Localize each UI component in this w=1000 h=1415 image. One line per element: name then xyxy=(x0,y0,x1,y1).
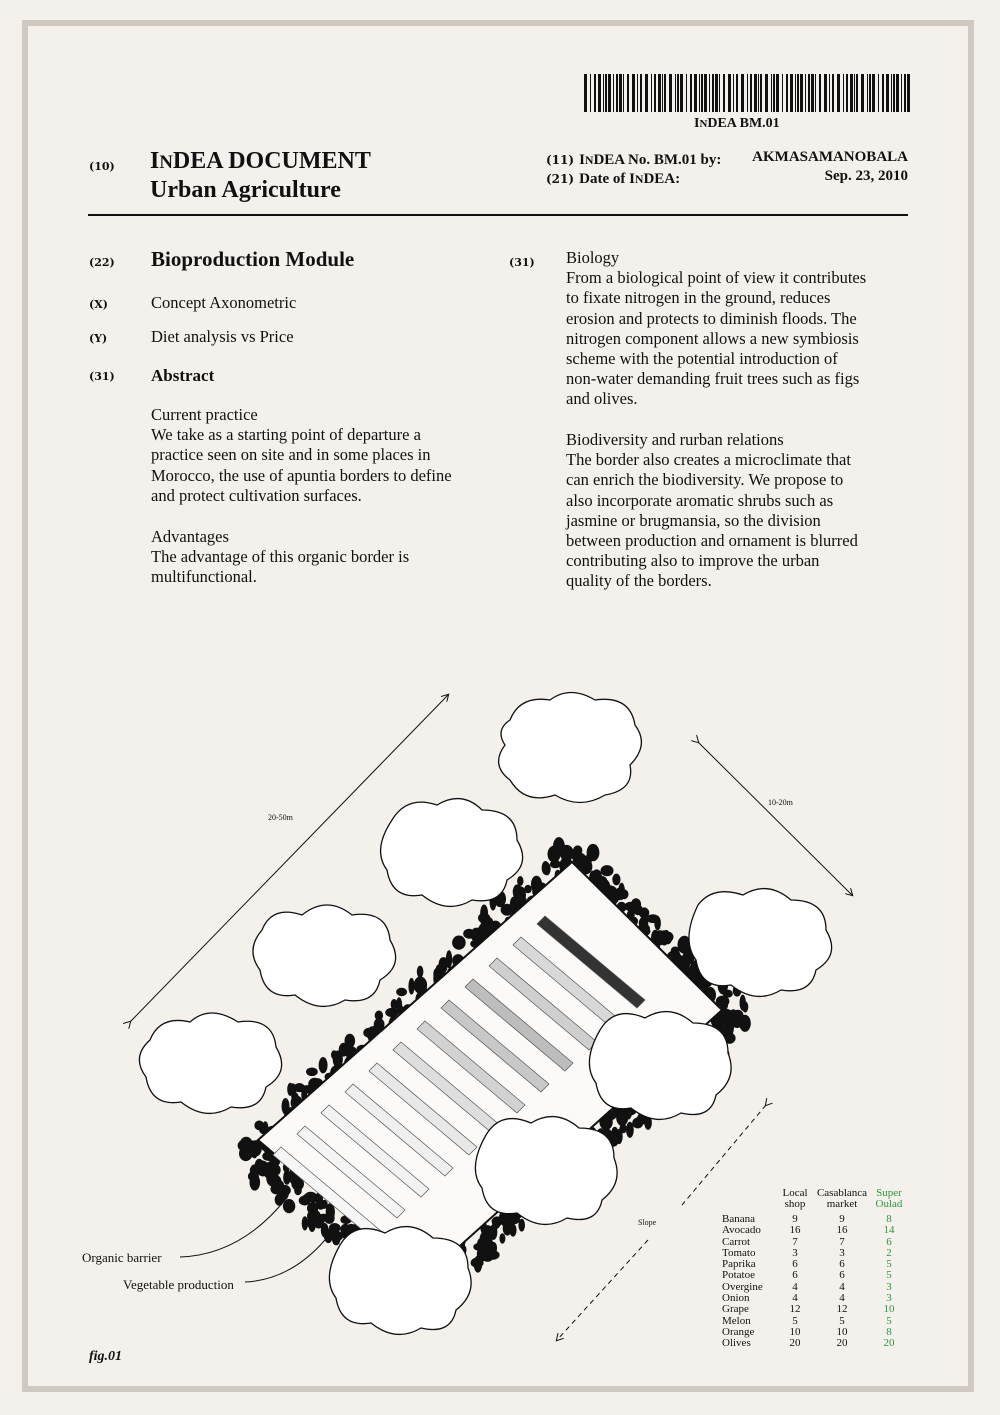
diet-analysis: Diet analysis vs Price xyxy=(151,327,294,346)
abstract-heading: Abstract xyxy=(151,366,215,385)
advantages: Advantages The advantage of this organic border is multifunctional. xyxy=(151,527,410,587)
barcode-label: INDEA BM.01 xyxy=(694,116,780,131)
concept-axonometric: Concept Axonometric xyxy=(151,293,297,312)
code-31-right: (31) xyxy=(509,256,535,269)
document-page: INDEA BM.01 (10) INDEA DOCUMENT Urban Agriculture (11) INDEA No. BM.01 by: AKMASAMANOBALA (21) Date of INDEA: Sep. 23, 2010 (22) Bioproduction Module (X) Concept Axonometric (Y) Diet analysis vs Price (31) Abstract Current practice We take as a starting point of departure a practice seen on site and in some places in Morocco, the use of apuntia borders to define and protect cultivation surfaces. Advantages The advantage of this organic border is multifunctional. (31) Biology From a biological point of view it contributes to fixate nitrogen in the ground, reduces erosion and protects to diminish floods. The nitrogen component allows a new symbiosis scheme with the potential introduction of non-water demanding fruit trees such as figs and olives. Biodiversity and rurban relations The border also creates a microclimate that can enrich the biodiversity. We propose to also incorporate aromatic shrubs such as jasmine or brugmansia, so the division between production and ornament is blurred contributing also to improve the urban quality of the borders. 20-50m 10-20m Slope Organic barrier Vegetable production fig.01 Local shop Casablanca market Super Oulad Banana 9 9 8 Avocado 16 16 14 Carrot 7 7 6 Tomato 3 3 2 Paprika 6 6 5 Potatoe 6 6 5 Overgine 4 4 3 Onion 4 4 3 Grape 12 12 10 Melon 5 5 5 Orange 10 10 8 Olives 20 20 20 xyxy=(0,0,1000,1415)
organic-barrier-label: Organic barrier xyxy=(82,1250,162,1265)
barcode xyxy=(584,74,910,112)
author-name: AKMASAMANOBALA xyxy=(752,149,908,165)
vegetable-production-leader xyxy=(245,1240,325,1282)
code-x: (X) xyxy=(89,298,108,311)
slope-label: Slope xyxy=(638,1218,657,1227)
biodiversity-text: Biodiversity and rurban relations The border also creates a microclimate that can enrich the biodiversity. We propose to also incorporate aromatic shrubs such as jasmine or brugmansia, so the division between production and ornament is blurred contributing also to improve the urban quality of the borders. xyxy=(566,430,858,591)
organic-barrier-leader xyxy=(180,1200,285,1257)
title-code: (10) xyxy=(89,160,115,173)
header-divider xyxy=(88,214,908,216)
section-title: Bioproduction Module xyxy=(151,247,355,271)
figure-caption: fig.01 xyxy=(89,1349,123,1364)
doc-date-line: (21) Date of INDEA: Sep. 23, 2010 xyxy=(546,168,908,187)
biology-text: Biology From a biological point of view it contributes to fixate nitrogen in the ground, reduces erosion and protects to diminish floods. The nitrogen component allows a new symbiosis scheme with the potential introduction of non-water demanding fruit trees such as figs and olives. xyxy=(566,248,867,409)
page-subtitle: Urban Agriculture xyxy=(150,177,341,203)
code-22: (22) xyxy=(89,256,115,269)
dimension-long-label: 20-50m xyxy=(268,813,293,822)
slope-line-upper xyxy=(682,1105,766,1205)
dimension-line-short xyxy=(698,742,852,895)
doc-date: Sep. 23, 2010 xyxy=(824,168,908,184)
current-practice: Current practice We take as a starting point of departure a practice seen on site and in some places in Morocco, the use of apuntia borders to define and protect cultivation surfaces. xyxy=(151,405,452,505)
dimension-short-label: 10-20m xyxy=(768,798,793,807)
vegetable-production-label: Vegetable production xyxy=(123,1277,234,1292)
code-y: (Y) xyxy=(89,332,108,345)
slope-line-lower xyxy=(557,1240,648,1340)
page-title: INDEA DOCUMENT xyxy=(150,148,371,174)
doc-number-line: (11) INDEA No. BM.01 by: AKMASAMANOBALA xyxy=(546,149,908,168)
code-31-left: (31) xyxy=(89,370,115,383)
